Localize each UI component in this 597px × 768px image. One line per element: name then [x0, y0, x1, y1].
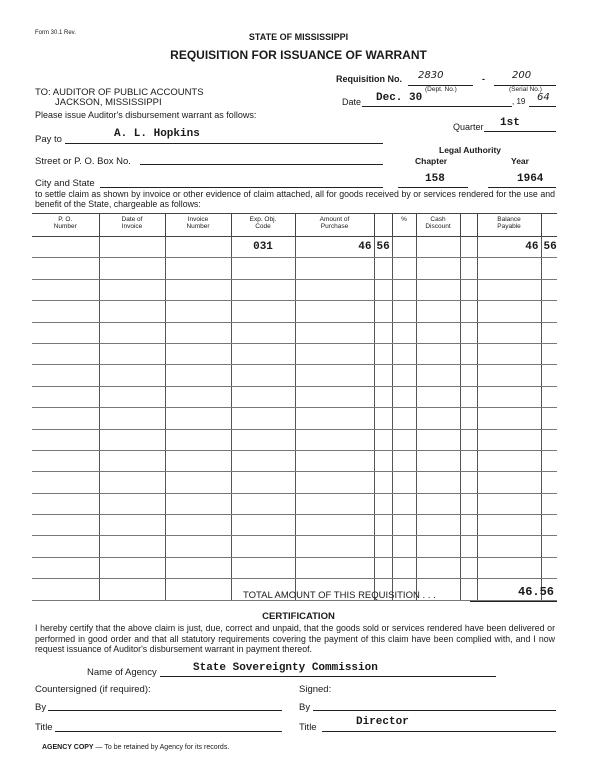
- table-cell: [231, 515, 295, 536]
- table-cell: [231, 557, 295, 578]
- table-cell: [416, 322, 460, 343]
- table-cell: [295, 429, 374, 450]
- title-right-value: Director: [356, 716, 409, 728]
- table-cell: [165, 515, 231, 536]
- table-cell: [477, 365, 541, 386]
- table-cell: [32, 472, 99, 493]
- table-cell: [460, 365, 477, 386]
- table-cell: [165, 493, 231, 514]
- table-cell: [295, 450, 374, 471]
- table-row: [32, 493, 557, 514]
- table-cell: [460, 279, 477, 300]
- table-cell: [541, 557, 557, 578]
- city-label: City and State: [35, 178, 95, 189]
- year-label: Year: [511, 156, 529, 166]
- table-cell: [231, 365, 295, 386]
- table-cell: [165, 557, 231, 578]
- table-cell: [374, 493, 392, 514]
- agency-copy-note: — To be retained by Agency for its records.: [93, 744, 230, 751]
- table-cell: [32, 579, 99, 600]
- table-cell: [165, 365, 231, 386]
- table-cell: [295, 493, 374, 514]
- street-line: [140, 164, 383, 165]
- serial-no-value: 200: [512, 70, 532, 81]
- requisition-dash: -: [482, 74, 485, 84]
- table-cell: [460, 301, 477, 322]
- to-city: JACKSON, MISSISSIPPI: [55, 97, 162, 108]
- table-cell: [165, 386, 231, 407]
- table-cell: [99, 343, 165, 364]
- table-cell: [416, 557, 460, 578]
- chapter-label: Chapter: [415, 156, 448, 166]
- table-cell: [541, 472, 557, 493]
- table-cell: [231, 408, 295, 429]
- table-cell: [392, 450, 416, 471]
- table-cell: [231, 279, 295, 300]
- table-cell: [374, 322, 392, 343]
- table-cell: [392, 515, 416, 536]
- table-cell: [231, 301, 295, 322]
- table-cell: [99, 579, 165, 600]
- table-cell: [392, 279, 416, 300]
- table-header-cell: P. O. Number: [32, 214, 99, 237]
- table-cell: [541, 515, 557, 536]
- table-cell: [99, 408, 165, 429]
- table-cell: [416, 386, 460, 407]
- total-line: [470, 601, 557, 602]
- table-cell: [392, 472, 416, 493]
- table-cell: [541, 365, 557, 386]
- table-cell: [99, 279, 165, 300]
- table-cell: [460, 536, 477, 557]
- table-cell: [416, 237, 460, 258]
- table-cell: [392, 557, 416, 578]
- table-cell: [392, 301, 416, 322]
- table-row: [32, 279, 557, 300]
- table-cell: [477, 386, 541, 407]
- table-cell: [541, 536, 557, 557]
- table-cell: [295, 472, 374, 493]
- footer-note: [42, 744, 229, 751]
- table-cell: 46: [477, 237, 541, 258]
- table-cell: [392, 408, 416, 429]
- table-cell: [477, 322, 541, 343]
- table-header-cell: %: [392, 214, 416, 237]
- table-cell: [541, 429, 557, 450]
- table-cell: [392, 237, 416, 258]
- legal-authority-title: Legal Authority: [439, 145, 502, 155]
- by-right-label: By: [299, 702, 311, 713]
- table-cell: [374, 343, 392, 364]
- table-cell: [374, 258, 392, 279]
- table-cell: [416, 536, 460, 557]
- requisition-label: Requisition No.: [336, 74, 402, 84]
- table-cell: [416, 365, 460, 386]
- table-cell: [32, 408, 99, 429]
- table-cell: [32, 343, 99, 364]
- table-cell: [295, 536, 374, 557]
- table-header-cell: Exp. Obj. Code: [231, 214, 295, 237]
- table-cell: [231, 429, 295, 450]
- table-row: [32, 429, 557, 450]
- quarter-value: 1st: [500, 117, 520, 129]
- table-cell: [460, 472, 477, 493]
- serial-no-caption: (Serial No.): [509, 86, 542, 93]
- table-cell: [231, 472, 295, 493]
- agency-line: [160, 676, 496, 677]
- table-cell: [477, 557, 541, 578]
- table-cell: [460, 579, 477, 600]
- table-cell: [231, 536, 295, 557]
- date-value: Dec. 30: [376, 92, 423, 104]
- page-title: REQUISITION FOR ISSUANCE OF WARRANT: [170, 48, 427, 62]
- instruction: Please issue Auditor's disbursement warrant as follows:: [35, 110, 257, 120]
- table-cell: [165, 450, 231, 471]
- table-row: [32, 472, 557, 493]
- table-row: [32, 386, 557, 407]
- table-cell: [165, 408, 231, 429]
- table-cell: [416, 279, 460, 300]
- by-left-line: [48, 710, 282, 711]
- certification-text: I hereby certify that the above claim is just, due, correct and unpaid, that the goods sold or services rendered have been delivered or performed in good order and that all statutory requirements covering the payment of this claim have been complied with, and I now request issuance of Auditor's disbursement warrant in payment thereof.: [35, 623, 555, 654]
- table-cell: 56: [374, 237, 392, 258]
- table-row: [32, 258, 557, 279]
- table-cell: [477, 343, 541, 364]
- date-label: Date: [342, 97, 362, 107]
- table-cell: [477, 429, 541, 450]
- chapter-value: 158: [425, 173, 445, 185]
- table-cell: [392, 536, 416, 557]
- table-cell: [374, 386, 392, 407]
- table-cell: [295, 408, 374, 429]
- table-cell: [374, 279, 392, 300]
- table-cell: [460, 322, 477, 343]
- table-cell: [165, 258, 231, 279]
- year-prefix: , 19: [512, 97, 526, 106]
- table-cell: [295, 279, 374, 300]
- table-cell: [165, 301, 231, 322]
- table-cell: [460, 237, 477, 258]
- table-row: [32, 301, 557, 322]
- table-cell: 031: [231, 237, 295, 258]
- table-header-cell: [541, 214, 557, 237]
- total-value: 46.56: [518, 585, 555, 599]
- table-cell: [541, 493, 557, 514]
- table-cell: [541, 258, 557, 279]
- dept-no-caption: (Dept. No.): [425, 86, 457, 93]
- pay-to-label: Pay to: [35, 134, 62, 145]
- table-cell: [460, 493, 477, 514]
- table-cell: [295, 515, 374, 536]
- table-cell: [165, 343, 231, 364]
- title-right-label: Title: [299, 722, 317, 733]
- table-cell: [99, 450, 165, 471]
- table-cell: [32, 450, 99, 471]
- table-cell: [460, 557, 477, 578]
- table-cell: [295, 365, 374, 386]
- table-cell: [541, 301, 557, 322]
- line-items-table: [32, 213, 557, 601]
- table-cell: [460, 429, 477, 450]
- table-row: [32, 343, 557, 364]
- table-body: [32, 237, 557, 601]
- table-header-cell: Balance Payable: [477, 214, 541, 237]
- table-cell: [416, 515, 460, 536]
- table-cell: [416, 472, 460, 493]
- table-header-cell: [460, 214, 477, 237]
- agency-copy-label: AGENCY COPY: [42, 744, 94, 751]
- total-label: TOTAL AMOUNT OF THIS REQUISITION . . .: [243, 590, 436, 601]
- table-cell: [165, 237, 231, 258]
- table-cell: 46: [295, 237, 374, 258]
- table-cell: [477, 301, 541, 322]
- title-left-line: [55, 731, 282, 732]
- table-header-row: [32, 214, 557, 237]
- table-cell: [477, 493, 541, 514]
- table-cell: [460, 258, 477, 279]
- table-cell: [231, 386, 295, 407]
- table-cell: [231, 493, 295, 514]
- table-cell: [295, 557, 374, 578]
- table-cell: [295, 301, 374, 322]
- table-cell: [231, 343, 295, 364]
- table-cell: [541, 343, 557, 364]
- table-cell: [477, 450, 541, 471]
- table-cell: [32, 322, 99, 343]
- table-cell: [392, 258, 416, 279]
- table-row: [32, 365, 557, 386]
- year-suffix: 64: [537, 92, 550, 103]
- table-cell: [295, 343, 374, 364]
- table-cell: [99, 536, 165, 557]
- table-cell: [32, 493, 99, 514]
- state-heading: STATE OF MISSISSIPPI: [248, 32, 349, 42]
- table-cell: [32, 536, 99, 557]
- by-right-line: [313, 710, 556, 711]
- table-cell: [32, 258, 99, 279]
- countersigned-label: Countersigned (if required):: [35, 684, 151, 695]
- table-cell: [165, 429, 231, 450]
- table-cell: [99, 493, 165, 514]
- table-header-cell: Invoice Number: [165, 214, 231, 237]
- table-cell: [541, 408, 557, 429]
- title-right-line: [322, 731, 556, 732]
- table-cell: [460, 343, 477, 364]
- table-cell: [392, 429, 416, 450]
- table-cell: [477, 258, 541, 279]
- table-cell: [231, 450, 295, 471]
- table-cell: [32, 237, 99, 258]
- table-cell: [32, 429, 99, 450]
- table-cell: [392, 386, 416, 407]
- table-cell: [374, 515, 392, 536]
- table-cell: [295, 322, 374, 343]
- table-cell: [99, 237, 165, 258]
- table-row: [32, 408, 557, 429]
- table-row: [32, 450, 557, 471]
- table-cell: [477, 408, 541, 429]
- agency-label: Name of Agency: [87, 667, 157, 678]
- table-cell: [416, 429, 460, 450]
- table-cell: [165, 579, 231, 600]
- table-cell: [32, 515, 99, 536]
- table-header-cell: Date of Invoice: [99, 214, 165, 237]
- table-cell: [416, 343, 460, 364]
- table-cell: [99, 515, 165, 536]
- table-cell: [460, 408, 477, 429]
- table-cell: [392, 322, 416, 343]
- table-cell: [374, 472, 392, 493]
- table-cell: [541, 386, 557, 407]
- table-cell: [165, 322, 231, 343]
- year-value: 1964: [517, 173, 544, 185]
- table-cell: [416, 258, 460, 279]
- certification-title: CERTIFICATION: [262, 611, 335, 622]
- table-cell: [392, 493, 416, 514]
- table-cell: [99, 472, 165, 493]
- year-value-line: [488, 187, 556, 188]
- table-cell: [374, 450, 392, 471]
- table-cell: [165, 279, 231, 300]
- table-cell: [32, 279, 99, 300]
- table-cell: [99, 429, 165, 450]
- to-auditor: TO: AUDITOR OF PUBLIC ACCOUNTS: [35, 87, 204, 98]
- agency-value: State Sovereignty Commission: [193, 662, 378, 674]
- table-cell: [477, 279, 541, 300]
- table-cell: [165, 536, 231, 557]
- table-cell: [477, 515, 541, 536]
- table-cell: [416, 493, 460, 514]
- dept-no-value: 2830: [418, 70, 444, 81]
- table-cell: [295, 386, 374, 407]
- table-header-cell: Cash Discount: [416, 214, 460, 237]
- table-cell: [392, 343, 416, 364]
- settle-text: to settle claim as shown by invoice or other evidence of claim attached, all for goods received by or services rendered for the use and benefit of the State, chargeable as follows:: [35, 189, 555, 209]
- table-cell: [99, 301, 165, 322]
- table-row: [32, 557, 557, 578]
- table-cell: [231, 258, 295, 279]
- table-row: [32, 322, 557, 343]
- table-cell: [460, 450, 477, 471]
- table-cell: [99, 365, 165, 386]
- table-cell: [374, 408, 392, 429]
- table-cell: [374, 557, 392, 578]
- table-cell: [392, 365, 416, 386]
- table-cell: [165, 472, 231, 493]
- table-cell: [477, 472, 541, 493]
- year-line: [529, 106, 556, 107]
- table-cell: [32, 301, 99, 322]
- signed-label: Signed:: [299, 684, 332, 695]
- city-line: [100, 187, 383, 188]
- table-cell: [460, 515, 477, 536]
- table-cell: [231, 322, 295, 343]
- table-cell: [477, 536, 541, 557]
- form-number: Form 30.1 Rev.: [35, 30, 76, 36]
- table-cell: [295, 258, 374, 279]
- table-cell: [541, 279, 557, 300]
- table-cell: [416, 301, 460, 322]
- table-cell: [32, 386, 99, 407]
- table-cell: [99, 386, 165, 407]
- table-header-cell: [374, 214, 392, 237]
- title-left-label: Title: [35, 722, 53, 733]
- table-cell: [416, 408, 460, 429]
- table-cell: [460, 386, 477, 407]
- quarter-label: Quarter: [453, 122, 484, 132]
- by-left-label: By: [35, 702, 47, 713]
- table-cell: [99, 557, 165, 578]
- table-cell: [541, 322, 557, 343]
- table-row: [32, 515, 557, 536]
- table-cell: [374, 536, 392, 557]
- table-row: [32, 237, 557, 258]
- table-cell: [374, 365, 392, 386]
- street-label: Street or P. O. Box No.: [35, 156, 131, 167]
- quarter-line: [484, 131, 556, 132]
- pay-to-line: [65, 143, 383, 144]
- table-row: [32, 536, 557, 557]
- table-header-cell: Amount of Purchase: [295, 214, 374, 237]
- table-cell: [541, 450, 557, 471]
- table-cell: [32, 365, 99, 386]
- date-line: [362, 106, 512, 107]
- table-cell: [99, 258, 165, 279]
- table-cell: [374, 429, 392, 450]
- pay-to-value: A. L. Hopkins: [114, 128, 200, 140]
- chapter-line: [398, 187, 468, 188]
- table-cell: [374, 301, 392, 322]
- table-cell: [32, 557, 99, 578]
- table-cell: [416, 450, 460, 471]
- table-cell: [99, 322, 165, 343]
- table-cell: 56: [541, 237, 557, 258]
